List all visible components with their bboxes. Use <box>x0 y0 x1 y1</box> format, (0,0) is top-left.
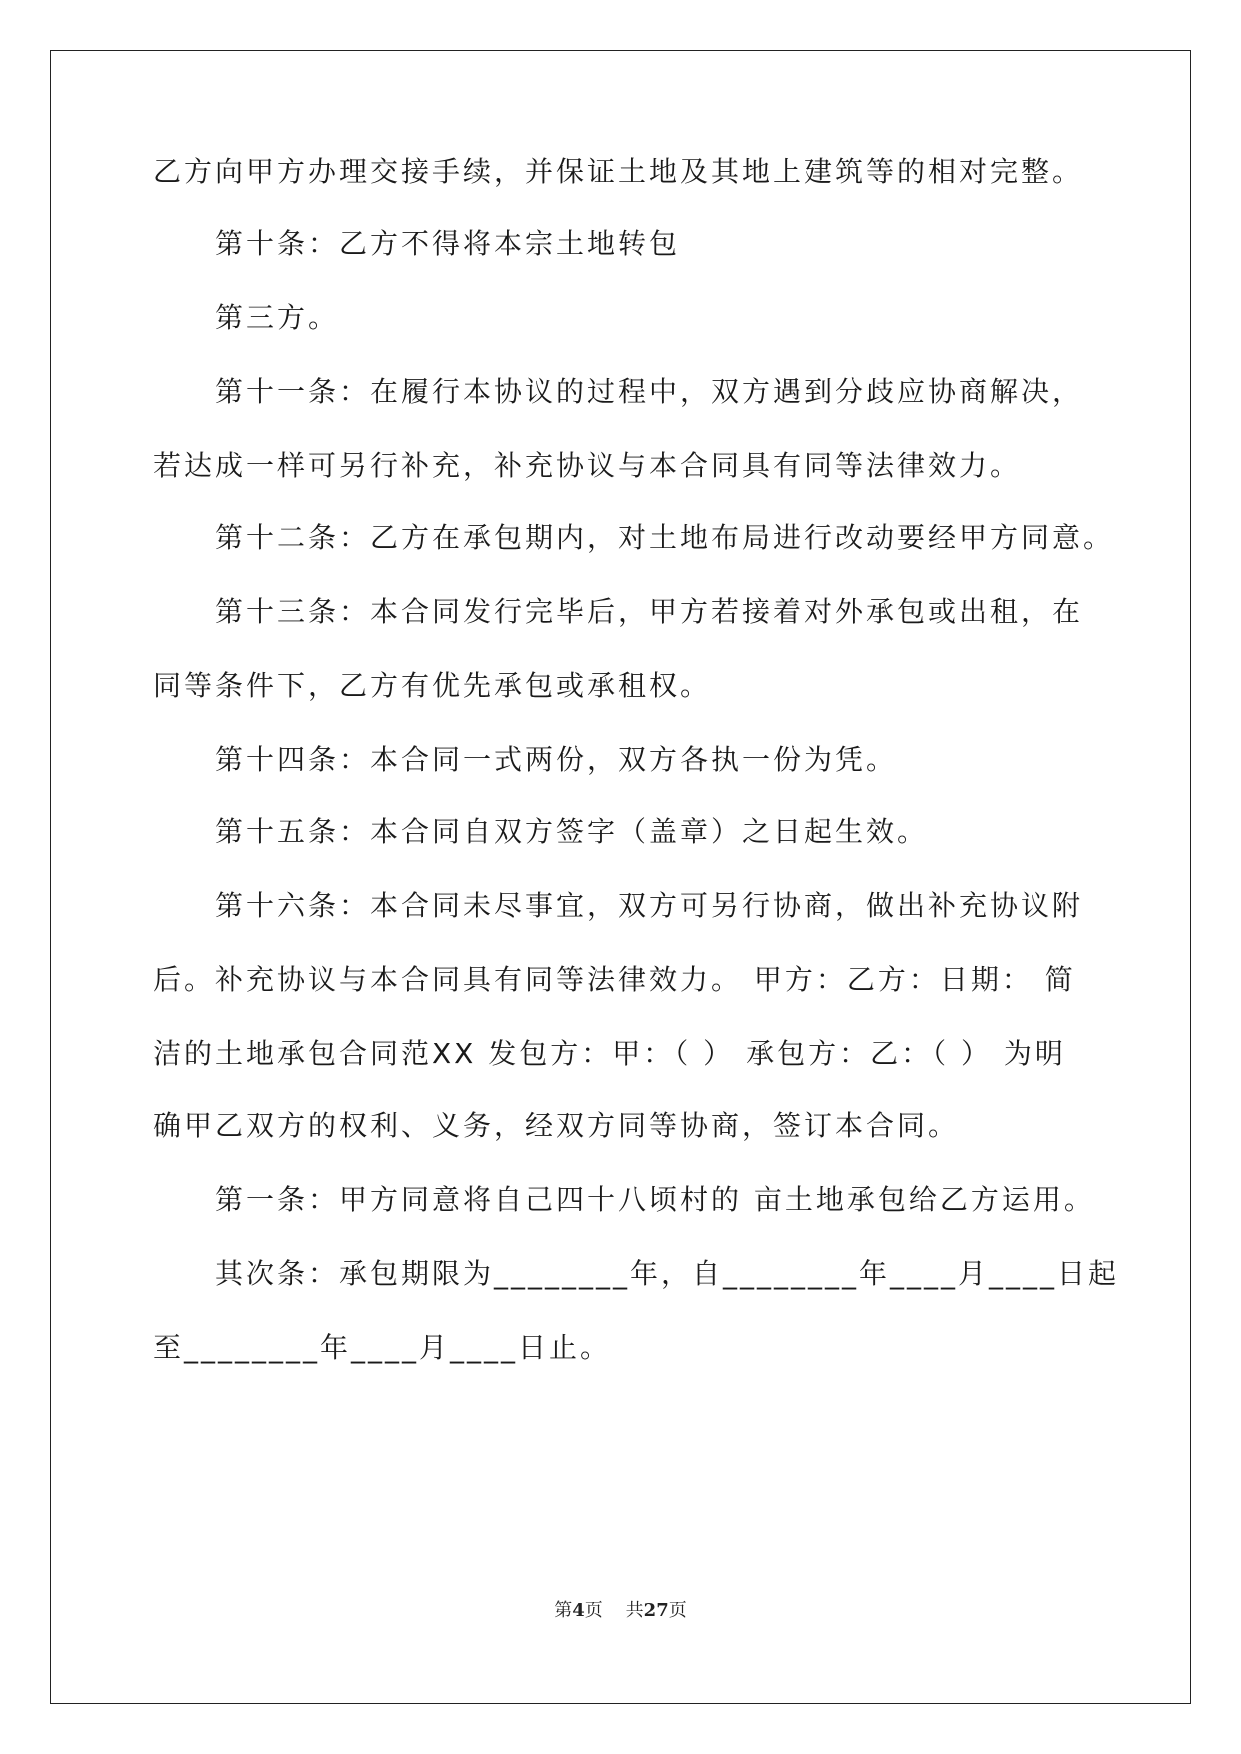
text-line-9: 第十四条：本合同一式两份，双方各执一份为凭。 <box>215 743 898 776</box>
text-line-4: 第十一条：在履行本协议的过程中，双方遇到分歧应协商解决， <box>215 375 1084 408</box>
text-line-12: 后。补充协议与本合同具有同等法律效力。 甲方：乙方：日期： 简 <box>153 963 1076 996</box>
text-line-17: 至________年____月____日止。 <box>153 1331 612 1364</box>
text-line-7: 第十三条：本合同发行完毕后，甲方若接着对外承包或出租，在 <box>215 595 1084 628</box>
text-line-16: 其次条：承包期限为________年，自________年____月____日起 <box>215 1257 1120 1290</box>
text-line-1: 乙方向甲方办理交接手续，并保证土地及其地上建筑等的相对完整。 <box>153 155 1084 188</box>
page-footer <box>0 1599 1241 1623</box>
footer-page-number: 4 <box>572 1600 585 1621</box>
text-line-6: 第十二条：乙方在承包期内，对土地布局进行改动要经甲方同意。 <box>215 521 1115 554</box>
text-line-8: 同等条件下，乙方有优先承包或承租权。 <box>153 669 712 702</box>
footer-total-pages: 27 <box>643 1600 669 1621</box>
footer-total-suffix: 页 <box>668 1600 687 1621</box>
text-line-5: 若达成一样可另行补充，补充协议与本合同具有同等法律效力。 <box>153 449 1022 482</box>
text-line-15: 第一条：甲方同意将自己四十八顷村的 亩土地承包给乙方运用。 <box>215 1183 1095 1216</box>
text-line-10: 第十五条：本合同自双方签字（盖章）之日起生效。 <box>215 815 929 848</box>
text-line-11: 第十六条：本合同未尽事宜，双方可另行协商，做出补充协议附 <box>215 889 1084 922</box>
footer-page-suffix: 页 <box>584 1600 603 1621</box>
text-line-2: 第十条：乙方不得将本宗土地转包 <box>215 227 681 260</box>
text-line-13: 洁的土地承包合同范XX 发包方：甲：（ ） 承包方：乙：（ ） 为明 <box>153 1037 1066 1070</box>
text-line-3: 第三方。 <box>215 301 340 334</box>
footer-prefix: 第 <box>554 1600 573 1621</box>
text-line-14: 确甲乙双方的权利、义务，经双方同等协商，签订本合同。 <box>153 1109 960 1142</box>
footer-total-prefix: 共 <box>625 1600 644 1621</box>
